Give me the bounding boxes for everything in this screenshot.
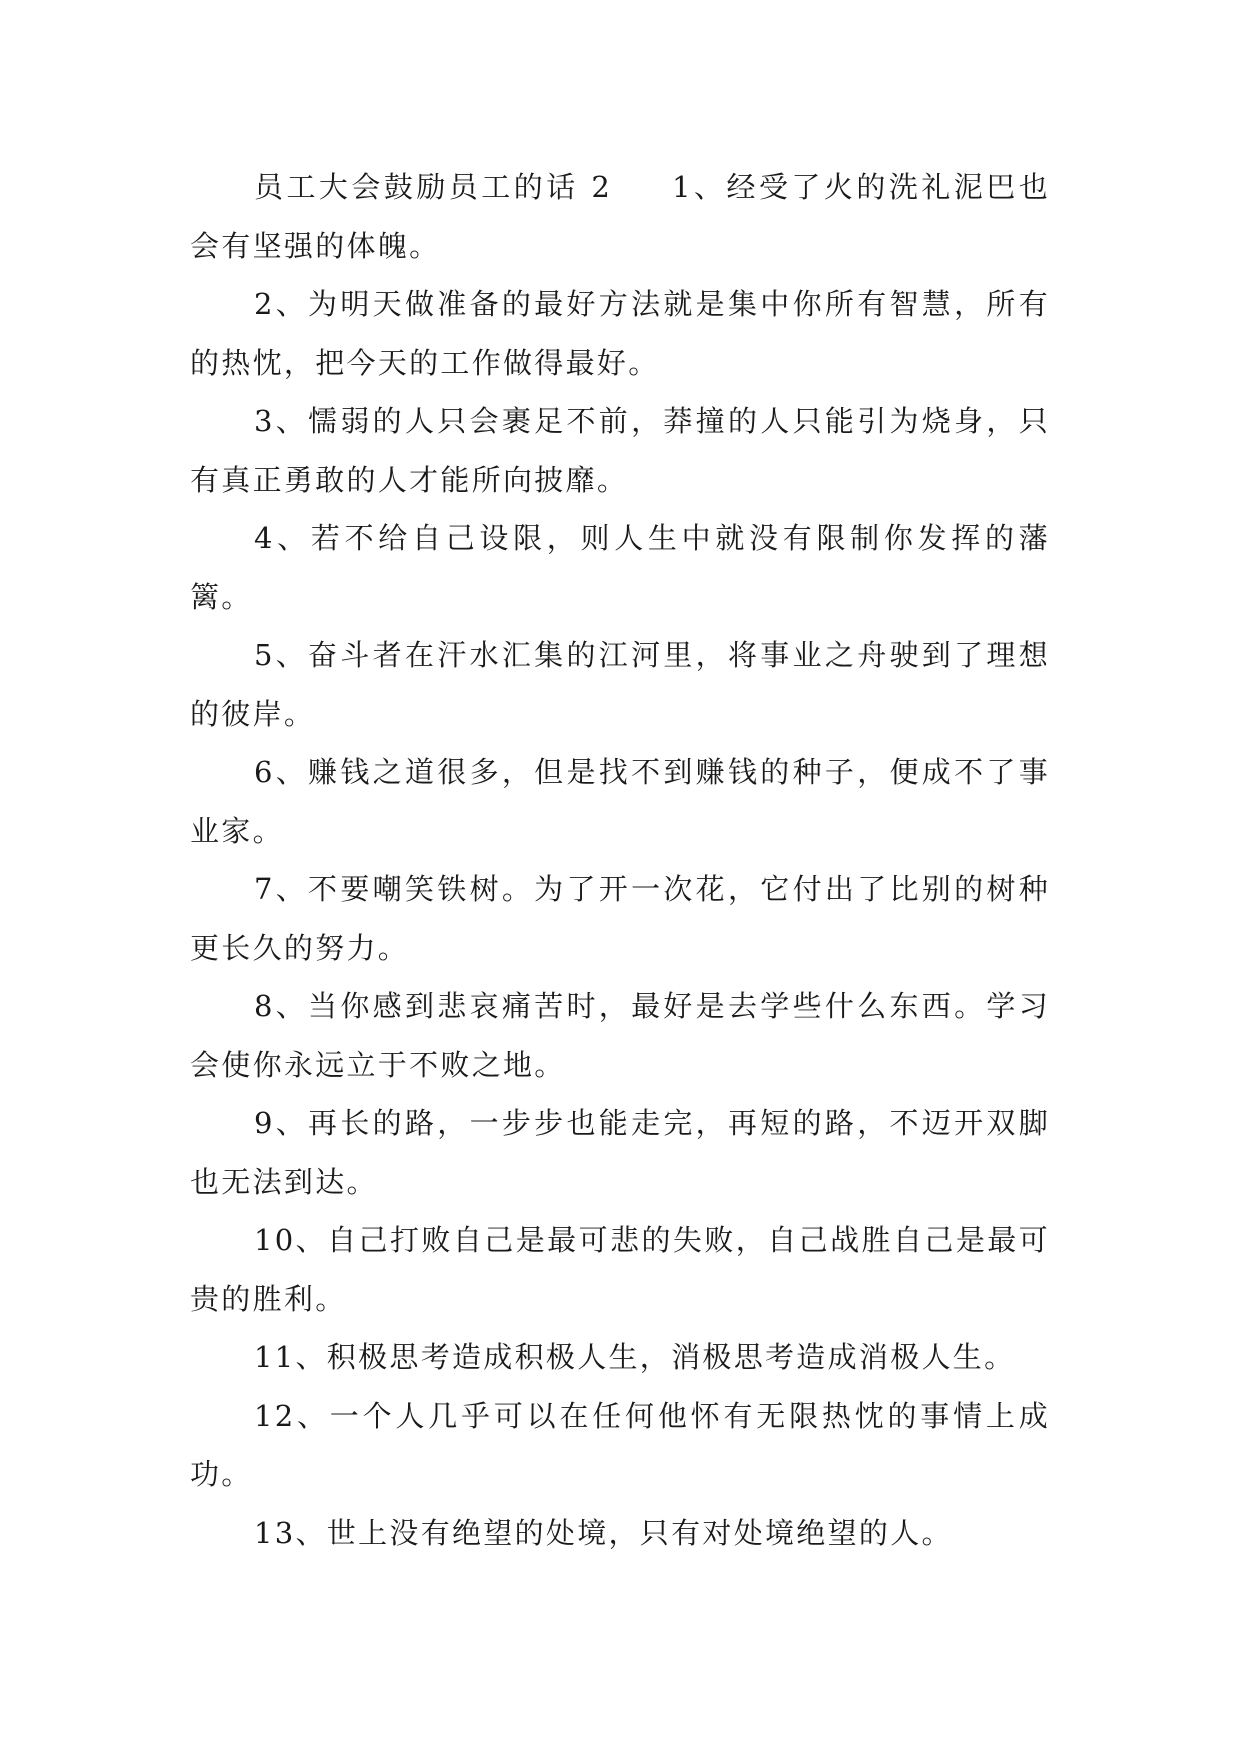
item-2: 2、为明天做准备的最好方法就是集中你所有智慧，所有的热忱，把今天的工作做得最好。 bbox=[190, 287, 1050, 380]
item-9: 9、再长的路，一步步也能走完，再短的路，不迈开双脚也无法到达。 bbox=[190, 1106, 1050, 1199]
item-13: 13、世上没有绝望的处境，只有对处境绝望的人。 bbox=[254, 1515, 953, 1550]
document-heading: 员工大会鼓励员工的话 2 bbox=[254, 170, 613, 204]
document-body bbox=[190, 158, 1050, 1562]
item-3: 3、懦弱的人只会裹足不前，莽撞的人只能引为烧身，只有真正勇敢的人才能所向披靡。 bbox=[190, 404, 1050, 497]
item-8: 8、当你感到悲哀痛苦时，最好是去学些什么东西。学习会使你永远立于不败之地。 bbox=[190, 989, 1050, 1082]
item-11: 11、积极思考造成积极人生，消极思考造成消极人生。 bbox=[254, 1340, 1016, 1374]
item-4: 4、若不给自己设限，则人生中就没有限制你发挥的藩篱。 bbox=[190, 521, 1050, 614]
item-7: 7、不要嘲笑铁树。为了开一次花，它付出了比别的树种更长久的努力。 bbox=[190, 872, 1050, 965]
item-5: 5、奋斗者在汗水汇集的江河里，将事业之舟驶到了理想的彼岸。 bbox=[190, 638, 1050, 731]
paragraph-1 bbox=[190, 158, 1050, 275]
item-12: 12、一个人几乎可以在任何他怀有无限热忱的事情上成功。 bbox=[190, 1398, 1050, 1491]
item-10: 10、自己打败自己是最可悲的失败，自己战胜自己是最可贵的胜利。 bbox=[190, 1223, 1050, 1316]
item-1: 1、经受了火的洗礼泥巴也会有坚强的体魄。 bbox=[190, 170, 1050, 263]
item-6: 6、赚钱之道很多，但是找不到赚钱的种子，便成不了事业家。 bbox=[190, 755, 1050, 848]
